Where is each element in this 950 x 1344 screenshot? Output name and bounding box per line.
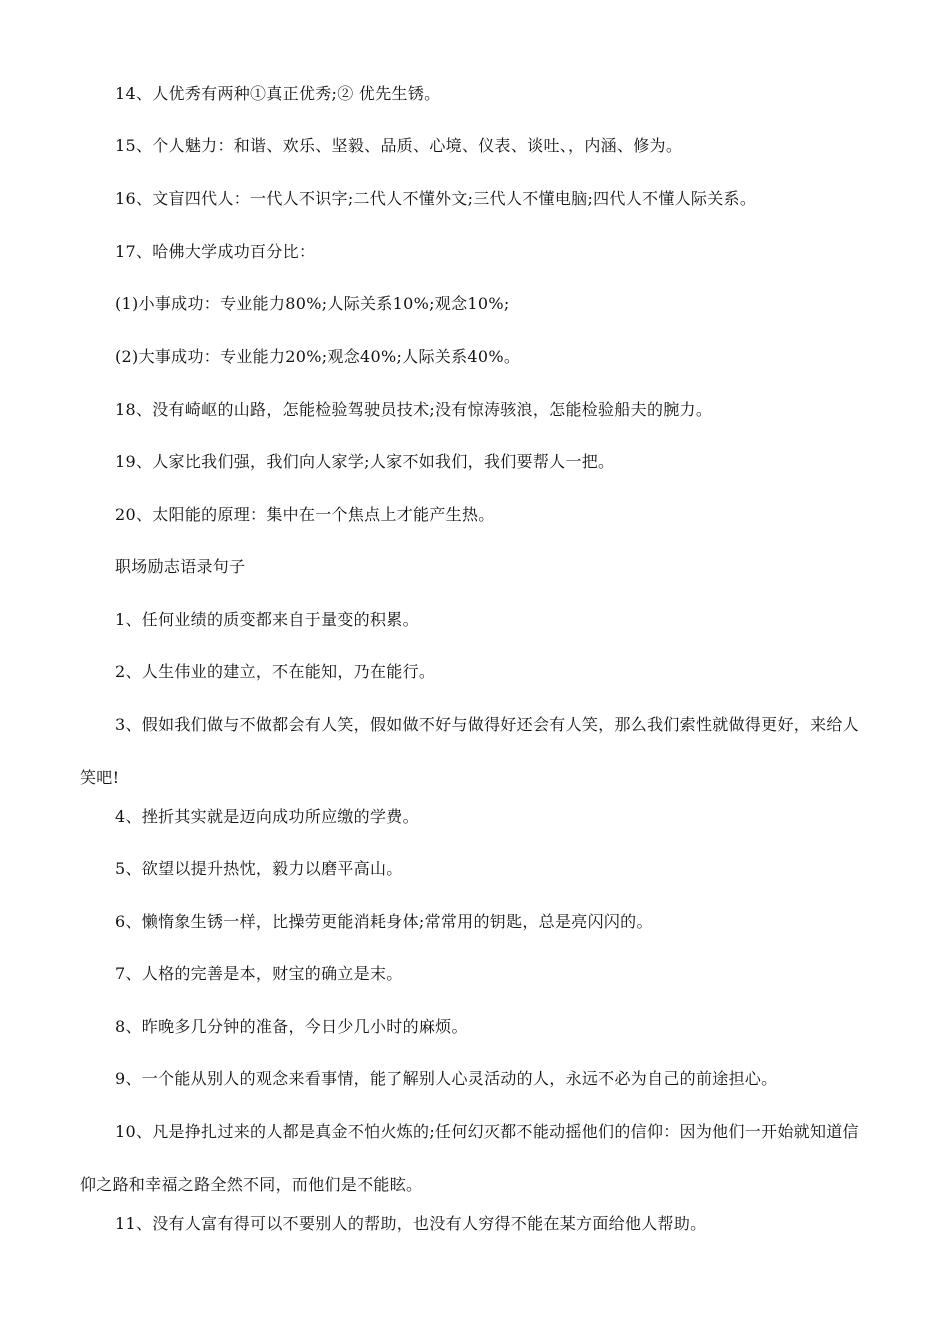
quote-9: 9、一个能从别人的观念来看事情，能了解别人心灵活动的人，永远不必为自己的前途担心。 bbox=[115, 1069, 778, 1088]
paragraph-17: 17、哈佛大学成功百分比： bbox=[115, 242, 316, 261]
paragraph-16: 16、文盲四代人：一代人不识字;二代人不懂外文;三代人不懂电脑;四代人不懂人际关系。 bbox=[115, 189, 757, 208]
paragraph-20: 20、太阳能的原理：集中在一个焦点上才能产生热。 bbox=[115, 505, 495, 524]
paragraph-17-2: (2)大事成功：专业能力20%;观念40%;人际关系40%。 bbox=[115, 347, 521, 366]
paragraph-15: 15、个人魅力：和谐、欢乐、坚毅、品质、心境、仪表、谈吐、，内涵、修为。 bbox=[115, 136, 683, 155]
section-heading: 职场励志语录句子 bbox=[115, 557, 246, 576]
quote-1: 1、任何业绩的质变都来自于量变的积累。 bbox=[115, 610, 419, 629]
paragraph-19: 19、人家比我们强，我们向人家学;人家不如我们，我们要帮人一把。 bbox=[115, 452, 615, 471]
quote-11: 11、没有人富有得可以不要别人的帮助，也没有人穷得不能在某方面给他人帮助。 bbox=[115, 1214, 707, 1233]
quote-6: 6、懒惰象生锈一样，比操劳更能消耗身体;常常用的钥匙，总是亮闪闪的。 bbox=[115, 912, 653, 931]
paragraph-17-1: (1)小事成功：专业能力80%;人际关系10%;观念10%; bbox=[115, 294, 510, 313]
quote-5: 5、欲望以提升热忱，毅力以磨平高山。 bbox=[115, 859, 403, 878]
paragraph-18: 18、没有崎岖的山路，怎能检验驾驶员技术;没有惊涛骇浪，怎能检验船夫的腕力。 bbox=[115, 400, 713, 419]
quote-3: 3、假如我们做与不做都会有人笑，假如做不好与做得好还会有人笑，那么我们索性就做得更好，来给人笑吧! bbox=[80, 715, 859, 787]
quote-10: 10、凡是挣扎过来的人都是真金不怕火炼的;任何幻灭都不能动摇他们的信仰：因为他们一开始就知道信仰之路和幸福之路全然不同，而他们是不能眩。 bbox=[80, 1122, 859, 1194]
paragraph-14: 14、人优秀有两种①真正优秀;② 优先生锈。 bbox=[115, 84, 441, 103]
quote-2: 2、人生伟业的建立，不在能知，乃在能行。 bbox=[115, 662, 436, 681]
quote-4: 4、挫折其实就是迈向成功所应缴的学费。 bbox=[115, 807, 419, 826]
quote-7: 7、人格的完善是本，财宝的确立是末。 bbox=[115, 964, 403, 983]
quote-8: 8、昨晚多几分钟的准备，今日少几小时的麻烦。 bbox=[115, 1017, 468, 1036]
